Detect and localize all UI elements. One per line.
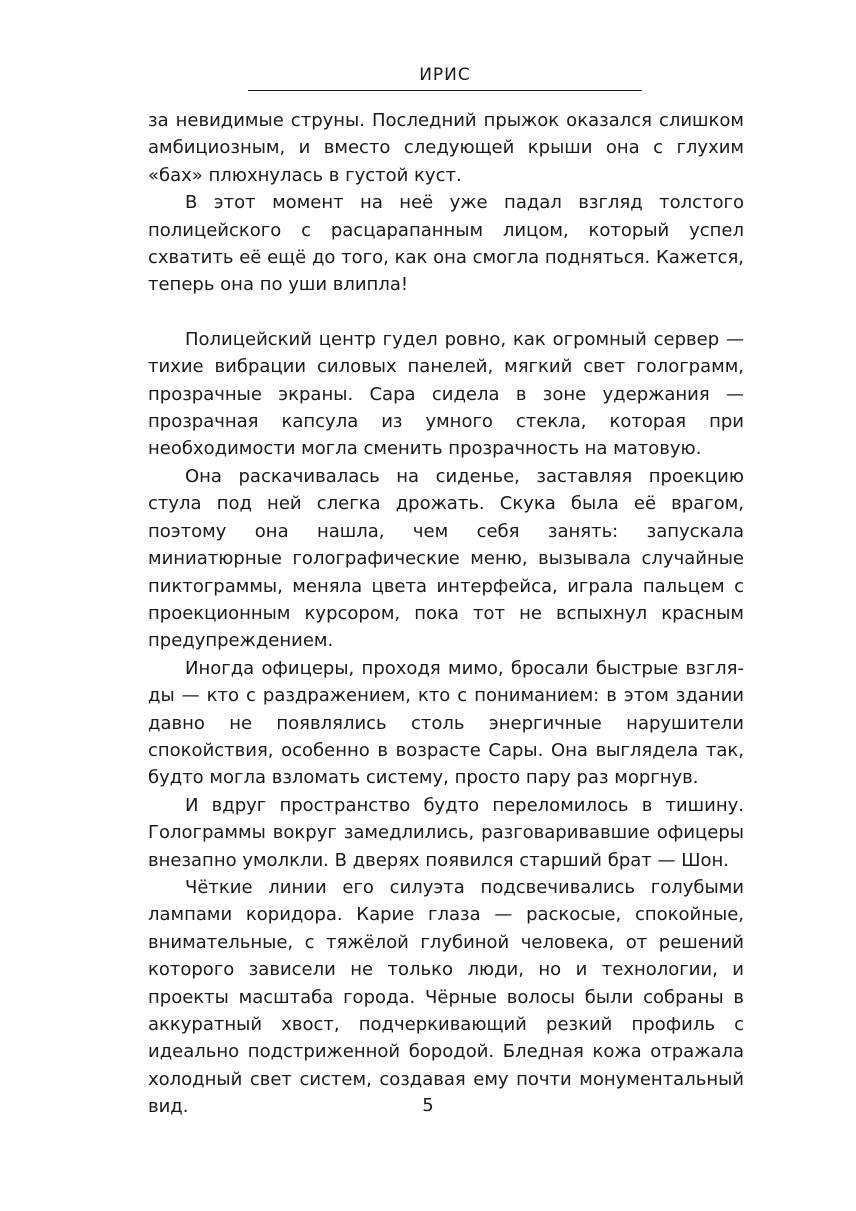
section-break [148,299,744,326]
paragraph: Иногда офицеры, проходя мимо, бросали быстрые взгляды — кто с раздражением, кто с пониманием: в этом здании давно не появлялись столь энергичные нарушители спокойствия, особенно в возрасте Сары. Она выглядела так, будто могла взломать систему, просто пару раз моргнув. [148,657,744,789]
paragraph: В этот момент на неё уже падал взгляд толстого полицейского с расцарапанным лицом, который успел схватить её ещё до того, как она смогла подняться. Кажется, теперь она по уши влипла! [148,192,744,296]
paragraph: Полицейский центр гудел ровно, как огромный сервер — тихие вибрации силовых панелей, мягкий свет голограмм, прозрачные экраны. Сара сидела в зоне удержания — прозрачная капсула из умного стекла, которая при необходимости могла сменить прозрачность на матовую. [148,328,744,460]
paragraph: Чёткие линии его силуэта подсвечивались голубыми лампами коридора. Карие глаза — раскосые, спокойные, внимательные, с тяжёлой глубиной человека, от решений которого зависели не только люди, но и технологии, и проекты масштаба города. Чёрные волосы были собраны в аккуратный хвост, подчеркивающий резкий профиль с идеально подстриженной бородой. Бледная кожа отражала холодный свет систем, создавая ему почти монументальный вид. [148,876,744,1118]
page-number: 5 [422,1095,434,1116]
paragraph: И вдруг пространство будто переломилось в тишину. Голограммы вокруг замедлились, разговаривавшие офицеры внезапно умолкли. В дверях появился старший брат — Шон. [148,794,744,871]
running-title: ИРИС [248,64,642,91]
paragraph: Она раскачивалась на сиденье, заставляя проекцию стула под ней слегка дрожать. Скука была её врагом, поэтому она нашла, чем себя занять: запускала миниатюрные голографические меню, вызывала случайные пиктограммы, меняла цвета интерфейса, играла пальцем с проекционным курсором, пока тот не вспыхнул красным предупреждением. [148,465,744,652]
page-body [148,107,744,1121]
paragraph-continuation: за невидимые струны. Последний прыжок оказался слишком амбициозным, и вместо следующей крыши она с глухим «бах» плюхнулась в густой куст. [148,110,744,186]
